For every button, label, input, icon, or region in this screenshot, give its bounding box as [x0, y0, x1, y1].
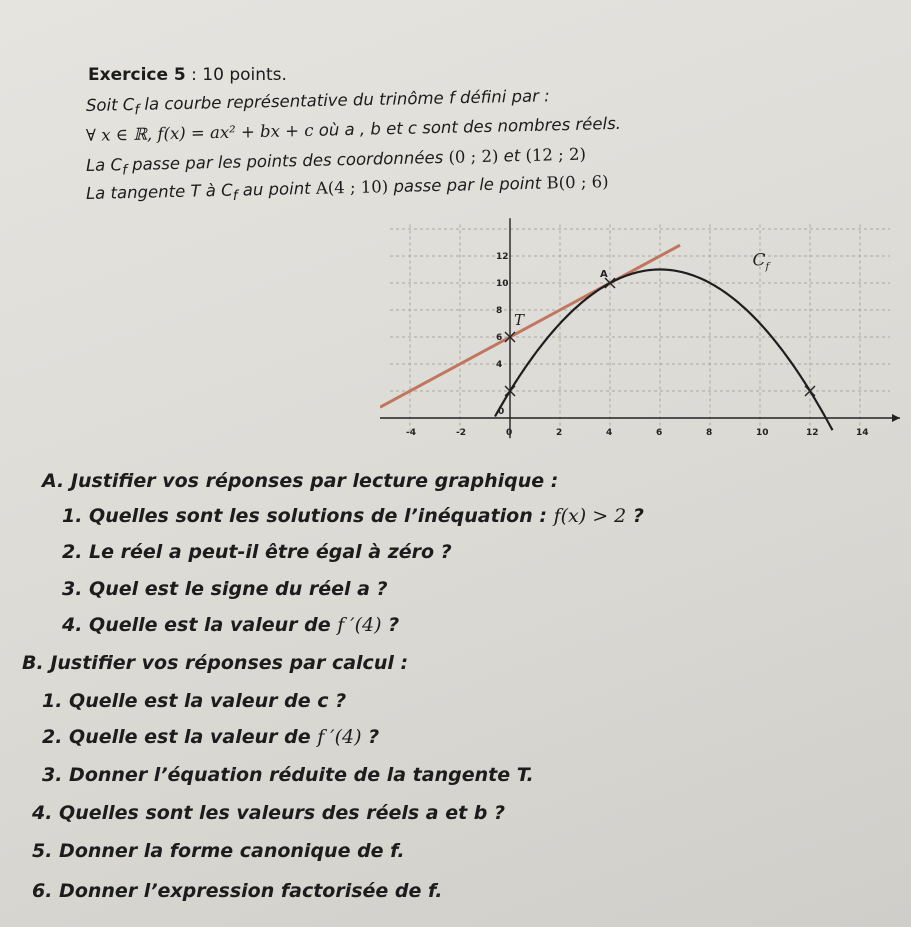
- y-tick-label: 12: [496, 252, 509, 262]
- part-A-question-2: 2. Le réel a peut-il être égal à zéro ?: [62, 541, 452, 563]
- x-tick-label: -4: [406, 428, 416, 438]
- label-curve-Cf: $C_f$: [752, 250, 770, 273]
- part-A-heading: A. Justifier vos réponses par lecture graphique :: [42, 470, 559, 492]
- forall-expression: ∀ x ∈ ℝ,: [85, 124, 153, 145]
- x-tick-label: 0: [506, 428, 513, 438]
- x-tick-label: 14: [856, 428, 869, 438]
- y-tick-label: 4: [496, 360, 503, 370]
- tangent-line-text: La tangente T à $C_f$ au point A(4 ; 10) passe par le point B(0 ; 6): [85, 172, 609, 204]
- point-B: B(0 ; 6): [546, 172, 609, 193]
- point-1: (0 ; 2): [448, 146, 499, 167]
- x-tick-label: 4: [606, 428, 613, 438]
- part-B-question-2: 2. Quelle est la valeur de f ′(4) ?: [42, 726, 380, 748]
- part-B-question-1: 1. Quelle est la valeur de c ?: [42, 690, 347, 712]
- part-B-question-6: 6. Donner l’expression factorisée de f.: [32, 880, 443, 902]
- derivative-expression: f ′(4): [337, 614, 382, 636]
- exercise-title: Exercice 5: [88, 65, 186, 85]
- inequation-expression: f(x) > 2: [553, 505, 627, 527]
- graph-axes: [380, 218, 900, 438]
- x-tick-label: -2: [456, 428, 466, 438]
- point-A: A(4 ; 10): [315, 177, 389, 198]
- label-tangent-T: T: [514, 311, 525, 329]
- definition-line: [86, 114, 621, 145]
- y-tick-label: 10: [496, 279, 509, 289]
- exercise-points: : 10 points.: [185, 65, 287, 85]
- y-tick-label: 6: [496, 333, 503, 343]
- point-2: (12 ; 2): [525, 144, 587, 166]
- graph-tick-labels: [406, 252, 869, 438]
- x-tick-label: 8: [706, 428, 713, 438]
- function-graph: [380, 200, 900, 450]
- exercise-title-line: [88, 65, 287, 85]
- parabola-curve-Cf: [495, 270, 833, 431]
- origin-label: 0: [498, 407, 505, 417]
- part-A-question-1: 1. Quelles sont les solutions de l’inéquation : f(x) > 2 ?: [62, 505, 644, 527]
- x-tick-label: 10: [756, 428, 769, 438]
- part-B-question-3: 3. Donner l’équation réduite de la tangente T.: [42, 764, 534, 786]
- part-A-question-3: 3. Quel est le signe du réel a ?: [62, 578, 388, 600]
- x-tick-label: 2: [556, 428, 563, 438]
- part-B-question-4: 4. Quelles sont les valeurs des réels a et b ?: [32, 802, 506, 824]
- part-B-question-5: 5. Donner la forme canonique de f.: [32, 840, 405, 862]
- label-point-A: A: [600, 269, 608, 280]
- points-line: La $C_f$ passe par les points des coordonnées (0 ; 2) et (12 ; 2): [85, 144, 587, 179]
- part-B-heading: B. Justifier vos réponses par calcul :: [22, 652, 409, 674]
- tangent-line-T: [380, 245, 680, 407]
- part-A-question-4: 4. Quelle est la valeur de f ′(4) ?: [62, 614, 400, 636]
- function-formula: f(x) = ax² + bx + c: [157, 120, 314, 144]
- intro-line: Soit $C_f$ la courbe représentative du trinôme f défini par :: [85, 86, 550, 119]
- x-tick-label: 6: [656, 428, 663, 438]
- y-tick-label: 8: [496, 306, 503, 316]
- definition-rest: où a , b et c sont des nombres réels.: [318, 113, 622, 140]
- x-tick-label: 12: [806, 428, 819, 438]
- x-axis-arrow: [892, 414, 900, 422]
- derivative-expression-2: f ′(4): [317, 726, 362, 748]
